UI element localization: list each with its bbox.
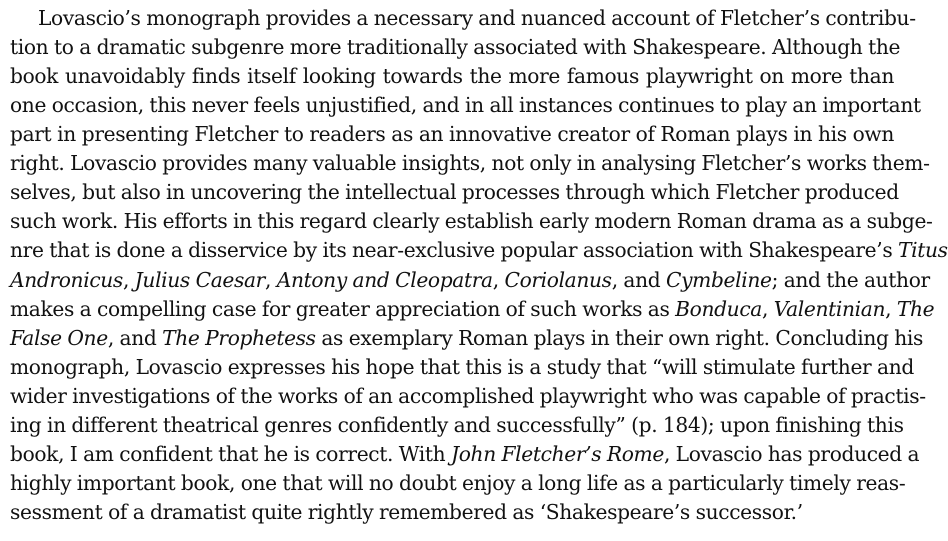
- text-line: [10, 178, 899, 206]
- italic-title-text: False One: [10, 326, 108, 350]
- body-text: selves, but also in uncovering the intellectual processes through which Fletcher produced: [10, 180, 899, 204]
- body-text: Lovascio’s monograph provides a necessary and nuanced account of Fletcher’s contribu-: [38, 6, 916, 30]
- body-text: makes a compelling case for greater appreciation of such works as: [10, 297, 676, 321]
- text-line: [10, 33, 901, 61]
- text-line: [10, 353, 914, 381]
- text-line: [10, 498, 894, 526]
- text-line: [10, 120, 894, 148]
- body-text: right. Lovascio provides many valuable insights, not only in analysing Fletcher’s works them-: [10, 151, 930, 175]
- text-line: [10, 440, 920, 468]
- text-line: [10, 91, 921, 119]
- body-text: ; and the author: [771, 268, 930, 292]
- text-line: [10, 149, 930, 177]
- body-text: tion to a dramatic subgenre more traditionally associated with Shakespeare. Although the: [10, 35, 901, 59]
- text-line: [10, 295, 935, 323]
- body-text: such work. His efforts in this regard clearly establish early modern Roman drama as a subge-: [10, 209, 933, 233]
- body-text: highly important book, one that will no doubt enjoy a long life as a particularly timely reas-: [10, 471, 906, 495]
- body-text: sessment of a dramatist quite rightly remembered as ‘Shakespeare’s successor.’: [10, 500, 803, 524]
- text-line: [10, 411, 904, 439]
- body-text: ,: [264, 268, 277, 292]
- body-text: part in presenting Fletcher to readers as an innovative creator of Roman plays in his own: [10, 122, 894, 146]
- body-text: ing in different theatrical genres confidently and successfully” (p. 184); upon finishing this: [10, 413, 904, 437]
- text-line: [10, 207, 933, 235]
- body-text: , and: [107, 326, 163, 350]
- body-text: book unavoidably finds itself looking towards the more famous playwright on more than: [10, 64, 894, 88]
- text-line: [38, 4, 916, 32]
- body-text: ,: [492, 268, 505, 292]
- body-text: as exemplary Roman plays in their own right. Concluding his: [315, 326, 923, 350]
- body-text: ,: [761, 297, 774, 321]
- body-text: nre that is done a disservice by its near-exclusive popular association with Shakespeare’s: [10, 238, 899, 262]
- body-text: ,: [885, 297, 897, 321]
- italic-title-text: Julius Caesar: [134, 268, 265, 292]
- text-line: [10, 236, 948, 264]
- italic-title-text: Andronicus: [10, 268, 123, 292]
- text-line: [10, 62, 894, 90]
- italic-title-text: Titus: [898, 238, 948, 262]
- italic-title-text: Cymbeline: [666, 268, 772, 292]
- italic-title-text: The: [896, 297, 935, 321]
- text-line: [10, 266, 930, 294]
- body-text: monograph, Lovascio expresses his hope that this is a study that “will stimulate further and: [10, 355, 914, 379]
- body-text: ,: [122, 268, 135, 292]
- body-text: , and: [611, 268, 666, 292]
- italic-title-text: Valentinian: [773, 297, 886, 321]
- text-line: [10, 469, 906, 497]
- italic-title-text: Bonduca: [675, 297, 762, 321]
- italic-title-text: The Prophetess: [162, 326, 316, 350]
- italic-title-text: John Fletcher’s Rome: [451, 442, 664, 466]
- italic-title-text: Coriolanus: [504, 268, 612, 292]
- text-line: [10, 382, 926, 410]
- body-text: wider investigations of the works of an accomplished playwright who was capable of practis-: [10, 384, 926, 408]
- text-line: [10, 324, 923, 352]
- body-text: one occasion, this never feels unjustified, and in all instances continues to play an important: [10, 93, 921, 117]
- italic-title-text: Antony and Cleopatra: [276, 268, 493, 292]
- body-text: , Lovascio has produced a: [663, 442, 920, 466]
- body-text: book, I am confident that he is correct. With: [10, 442, 451, 466]
